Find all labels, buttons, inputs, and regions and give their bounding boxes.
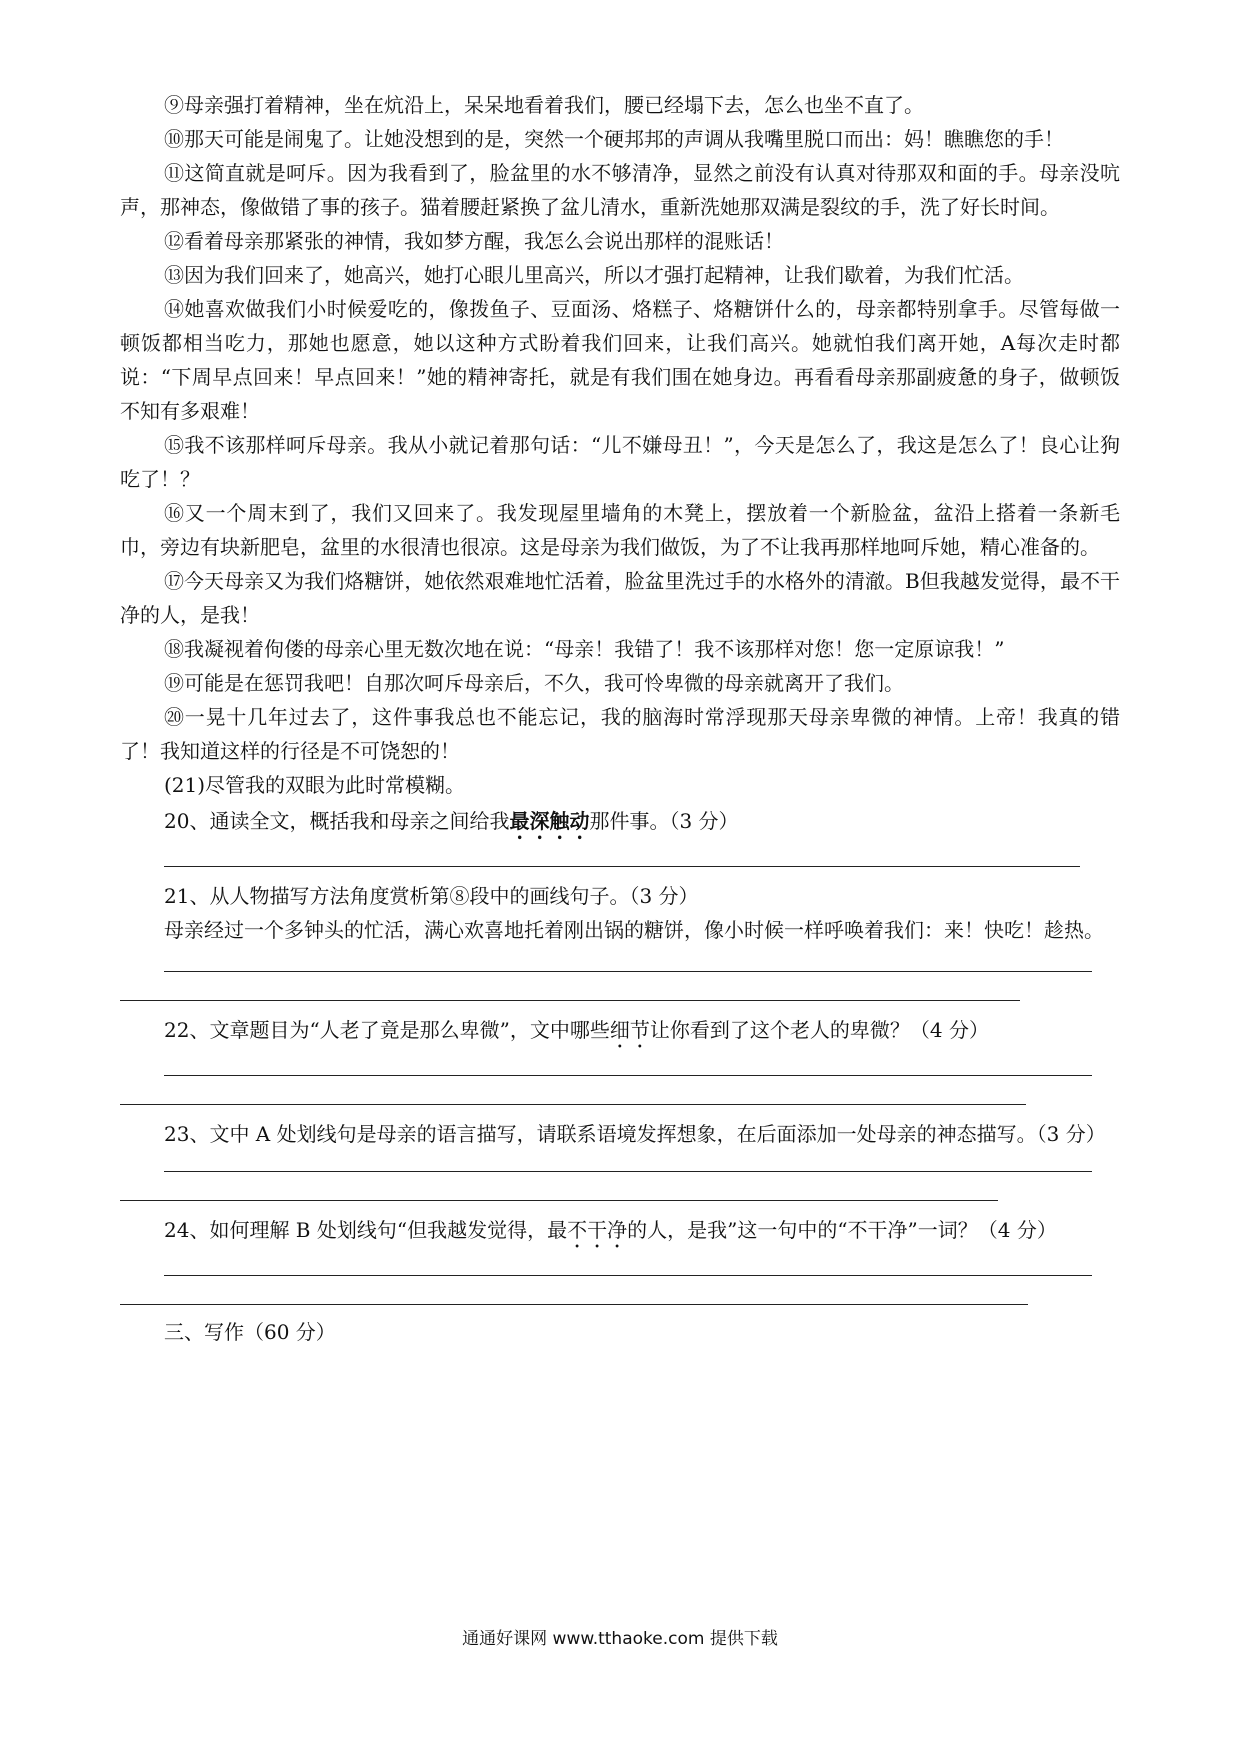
page-content — [120, 88, 1120, 1349]
section-3-heading: 三、写作（60 分） — [164, 1320, 336, 1344]
paragraph-17: ⑰今天母亲又为我们烙糖饼，她依然艰难地忙活着，脸盆里洗过手的水格外的清澈。B但我越发觉得，最不干净的人，是我！ — [120, 569, 1120, 627]
question-24-emphasis: 不干净 — [567, 1218, 628, 1242]
page-footer: 通通好课网 www.tthaoke.com 提供下载 — [462, 1629, 778, 1649]
question-24-text: 24、如何理解 B 处划线句“但我越发觉得，最 — [164, 1218, 568, 1242]
paragraph-19: ⑲可能是在惩罚我吧！自那次呵斥母亲后，不久，我可怜卑微的母亲就离开了我们。 — [164, 671, 904, 695]
paragraph-12: ⑫看着母亲那紧张的神情，我如梦方醒，我怎么会说出那样的混账话！ — [164, 229, 784, 253]
paragraph-9: ⑨母亲强打着精神，坐在炕沿上，呆呆地看着我们，腰已经塌下去，怎么也坐不直了。 — [164, 93, 924, 117]
paragraph-18: ⑱我凝视着佝偻的母亲心里无数次地在说：“母亲！我错了！我不该那样对您！您一定原谅我！” — [164, 637, 1005, 661]
question-20-emphasis: 最深触动 — [509, 809, 590, 833]
question-22-text: 22、文章题目为“人老了竟是那么卑微”，文中哪些 — [164, 1018, 610, 1042]
question-21-quote: 母亲经过一个多钟头的忙活，满心欢喜地托着刚出锅的糖饼，像小时候一样呼唤着我们：来！快吃！趁热。 — [164, 918, 1104, 942]
paragraph-14: ⑭她喜欢做我们小时候爱吃的，像拨鱼子、豆面汤、烙糕子、烙糖饼什么的，母亲都特别拿手。尽管每做一顿饭都相当吃力，那她也愿意，她以这种方式盼着我们回来，让我们高兴。她就怕我们离开她，A每次走时都说：“下周早点回来！早点回来！”她的精神寄托，就是有我们围在她身边。再看看母亲那副疲惫的身子，做顿饭不知有多艰难！ — [120, 297, 1120, 423]
question-20-points: 那件事。（3 分） — [589, 809, 739, 833]
paragraph-15: ⑮我不该那样呵斥母亲。我从小就记着那句话：“儿不嫌母丑！”，今天是怎么了，我这是怎么了！良心让狗吃了！？ — [120, 433, 1120, 491]
paragraph-11: ⑪这简直就是呵斥。因为我看到了，脸盆里的水不够清净，显然之前没有认真对待那双和面的手。母亲没吭声，那神态，像做错了事的孩子。猫着腰赶紧换了盆儿清水，重新洗她那双满是裂纹的手，洗了好长时间。 — [120, 161, 1120, 219]
paragraph-16: ⑯又一个周末到了，我们又回来了。我发现屋里墙角的木凳上，摆放着一个新脸盆，盆沿上搭着一条新毛巾，旁边有块新肥皂，盆里的水很清也很凉。这是母亲为我们做饭，为了不让我再那样地呵斥她，精心准备的。 — [120, 501, 1120, 559]
paragraph-20: ⑳一晃十几年过去了，这件事我总也不能忘记，我的脑海时常浮现那天母亲卑微的神情。上帝！我真的错了！我知道这样的行径是不可饶恕的！ — [120, 705, 1120, 763]
paragraph-13: ⑬因为我们回来了，她高兴，她打心眼儿里高兴，所以才强打起精神，让我们歇着，为我们忙活。 — [164, 263, 1024, 287]
question-22 — [120, 1013, 1120, 1053]
question-22-points: 让你看到了这个老人的卑微？（4 分） — [649, 1018, 989, 1042]
paragraph-21: (21)尽管我的双眼为此时常模糊。 — [164, 773, 466, 797]
question-24 — [120, 1213, 1120, 1253]
question-20 — [120, 804, 1120, 844]
question-21: 21、从人物描写方法角度赏析第⑧段中的画线句子。（3 分） — [164, 884, 699, 908]
question-22-emphasis: 细节 — [609, 1018, 650, 1042]
question-24-points: 的人，是我”这一句中的“不干净”一词？（4 分） — [627, 1218, 1057, 1242]
question-20-text: 20、通读全文，概括我和母亲之间给我 — [164, 809, 510, 833]
paragraph-10: ⑩那天可能是闹鬼了。让她没想到的是，突然一个硬邦邦的声调从我嘴里脱口而出：妈！瞧瞧您的手！ — [164, 127, 1064, 151]
question-23: 23、文中 A 处划线句是母亲的语言描写，请联系语境发挥想象，在后面添加一处母亲的神态描写。（3 分） — [164, 1122, 1106, 1146]
